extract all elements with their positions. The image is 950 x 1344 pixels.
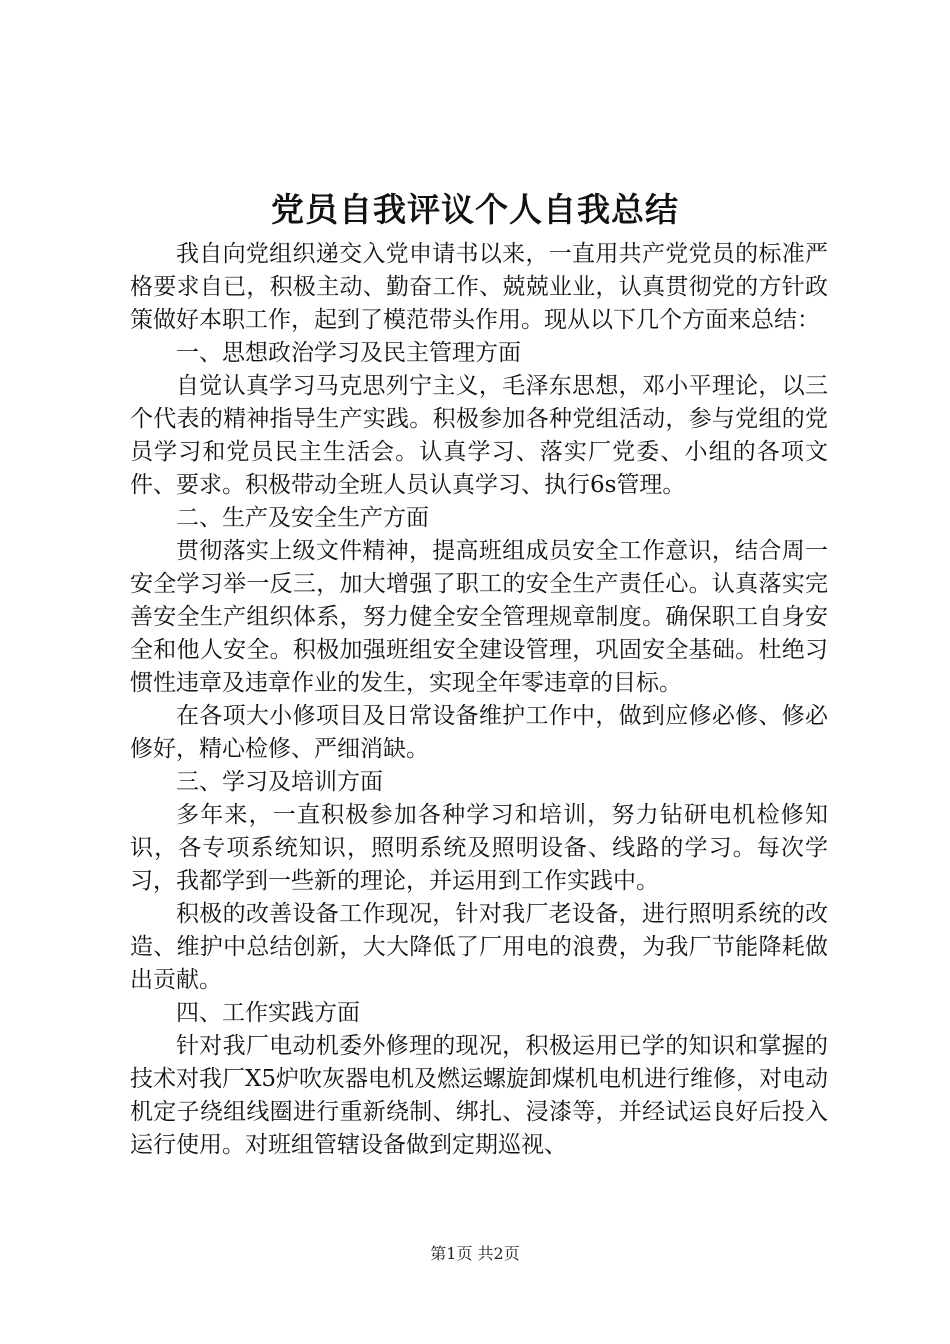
section-3-paragraph-1: 多年来，一直积极参加各种学习和培训，努力钻研电机检修知识，各专项系统知识，照明系统及照明设备、线路的学习。每次学习，我都学到一些新的理论，并运用到工作实践中。 (130, 802, 828, 894)
section-heading-2: 二、生产及安全生产方面 (176, 505, 429, 531)
section-heading-3: 三、学习及培训方面 (176, 769, 383, 795)
section-3-paragraph-2: 积极的改善设备工作现况，针对我厂老设备，进行照明系统的改造、维护中总结创新，大大降低了厂用电的浪费，为我厂节能降耗做出贡献。 (130, 901, 828, 993)
intro-paragraph: 我自向党组织递交入党申请书以来，一直用共产党党员的标准严格要求自已，积极主动、勤奋工作、兢兢业业，认真贯彻党的方针政策做好本职工作，起到了模范带头作用。现从以下几个方面来总结： (130, 241, 828, 333)
section-2-paragraph-2: 在各项大小修项目及日常设备维护工作中，做到应修必修、修必修好，精心检修、严细消缺。 (130, 703, 828, 762)
document-body (130, 238, 828, 1162)
section-heading-4: 四、工作实践方面 (176, 1000, 360, 1026)
section-heading-1: 一、思想政治学习及民主管理方面 (176, 340, 521, 366)
page-footer: 第1页 共2页 (430, 1244, 520, 1263)
section-4-paragraph-1: 针对我厂电动机委外修理的现况，积极运用已学的知识和掌握的技术对我厂X5炉吹灰器电机及燃运螺旋卸煤机电机进行维修，对电动机定子绕组线圈进行重新绕制、绑扎、浸漆等，并经试运良好后投入运行使用。对班组管辖设备做到定期巡视、 (130, 1033, 829, 1158)
document-title: 党员自我评议个人自我总结 (271, 190, 679, 229)
section-1-paragraph-1: 自觉认真学习马克思列宁主义，毛泽东思想，邓小平理论，以三个代表的精神指导生产实践。积极参加各种党组活动，参与党组的党员学习和党员民主生活会。认真学习、落实厂党委、小组的各项文件、要求。积极带动全班人员认真学习、执行6s管理。 (130, 373, 828, 498)
section-2-paragraph-1: 贯彻落实上级文件精神，提高班组成员安全工作意识，结合周一安全学习举一反三，加大增强了职工的安全生产责任心。认真落实完善安全生产组织体系，努力健全安全管理规章制度。确保职工自身安全和他人安全。积极加强班组安全建设管理，巩固安全基础。杜绝习惯性违章及违章作业的发生，实现全年零违章的目标。 (130, 538, 828, 696)
